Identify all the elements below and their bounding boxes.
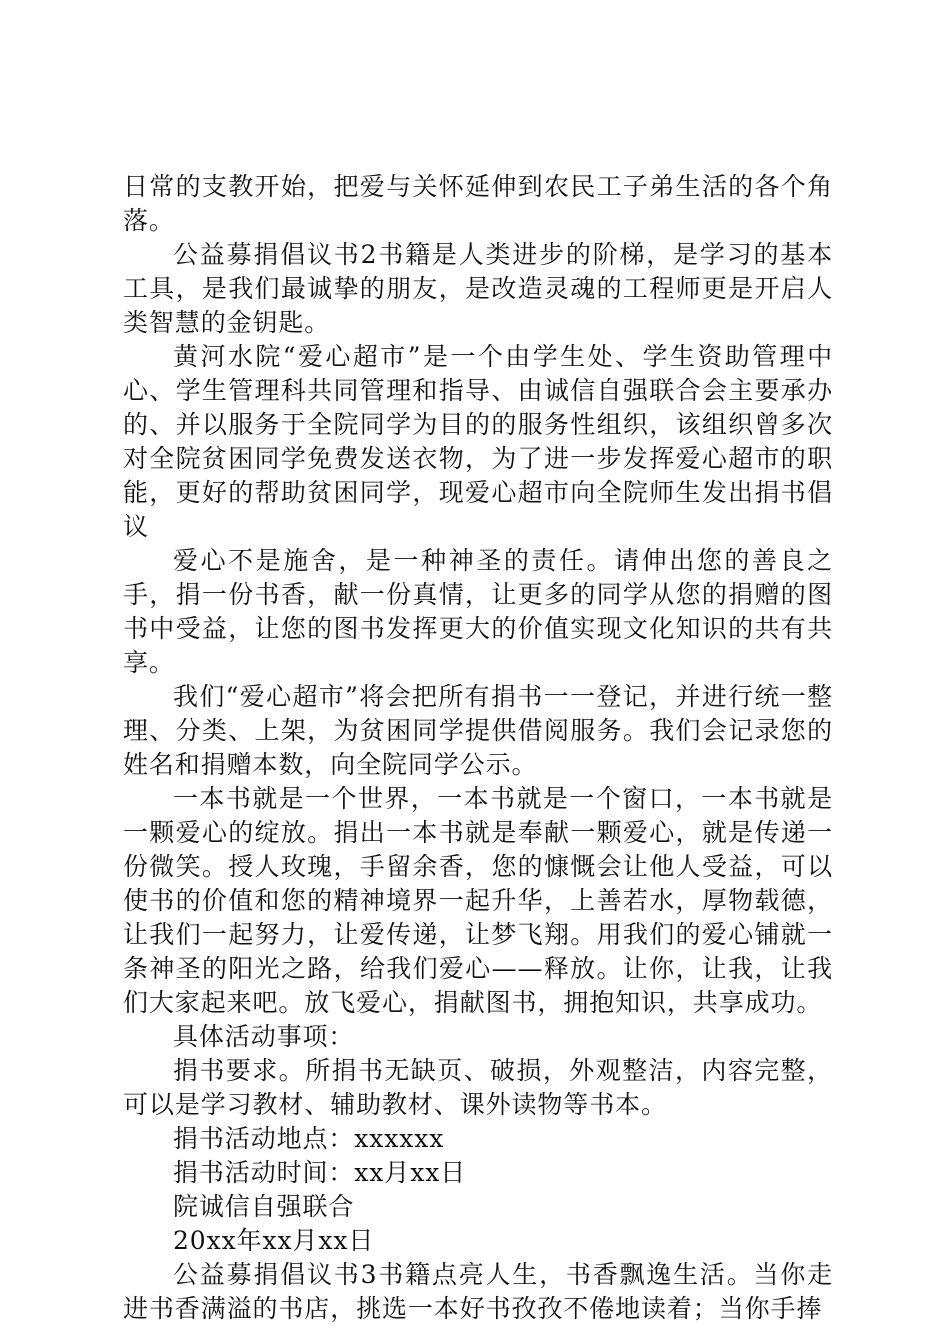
paragraph-activity-time: 捐书活动时间：xx月xx日 [173,1158,467,1187]
paragraph-donation-requirements: 捐书要求。所捐书无缺页、破损，外观整洁，内容完整，可以是学习教材、辅助教材、课外读物等书本。 [123,1056,833,1119]
paragraph-love-supermarket: 黄河水院“爱心超市”是一个由学生处、学生资助管理中心、学生管理科共同管理和指导、由诚信自强联合会主要承办的、并以服务于全院同学为目的的服务性组织，该组织曾多次对全院贫困同学免费发送衣物，为了进一步发挥爱心超市的职能，更好的帮助贫困同学，现爱心超市向全院师生发出捐书倡议 [123,342,833,541]
paragraph-continuation: 日常的支教开始，把爱与关怀延伸到农民工子弟生活的各个角落。 [123,172,833,235]
paragraph-proposal-2-intro: 公益募捐倡议书2书籍是人类进步的阶梯，是学习的基本工具，是我们最诚挚的朋友，是改造灵魂的工程师更是开启人类智慧的金钥匙。 [123,240,833,337]
paragraph-activity-location: 捐书活动地点：xxxxxx [173,1124,445,1153]
paragraph-one-book-world: 一本书就是一个世界，一本书就是一个窗口，一本书就是一颗爱心的绽放。捐出一本书就是奉献一颗爱心，就是传递一份微笑。授人玫瑰，手留余香，您的慷慨会让他人受益，可以使书的价值和您的精神境界一起升华，上善若水，厚物载德，让我们一起努力，让爱传递，让梦飞翔。用我们的爱心铺就一条神圣的阳光之路，给我们爱心——释放。让你，让我，让我们大家起来吧。放飞爱心，捐献图书，拥抱知识，共享成功。 [123,784,833,1017]
paragraph-registration: 我们“爱心超市”将会把所有捐书一一登记，并进行统一整理、分类、上架，为贫困同学提供借阅服务。我们会记录您的姓名和捐赠本数，向全院同学公示。 [123,682,833,779]
document-body [123,170,833,1326]
paragraph-signature-org: 院诚信自强联合 [173,1192,355,1221]
paragraph-activity-heading: 具体活动事项： [173,1022,355,1051]
paragraph-proposal-3-intro: 公益募捐倡议书3书籍点亮人生，书香飘逸生活。当你走进书香满溢的书店，挑选一本好书孜孜不倦地读着；当你手捧 [123,1260,833,1323]
paragraph-responsibility: 爱心不是施舍，是一种神圣的责任。请伸出您的善良之手，捐一份书香，献一份真情，让更多的同学从您的捐赠的图书中受益，让您的图书发挥更大的价值实现文化知识的共有共享。 [123,546,833,677]
paragraph-signature-date: 20xx年xx月xx日 [173,1226,375,1255]
